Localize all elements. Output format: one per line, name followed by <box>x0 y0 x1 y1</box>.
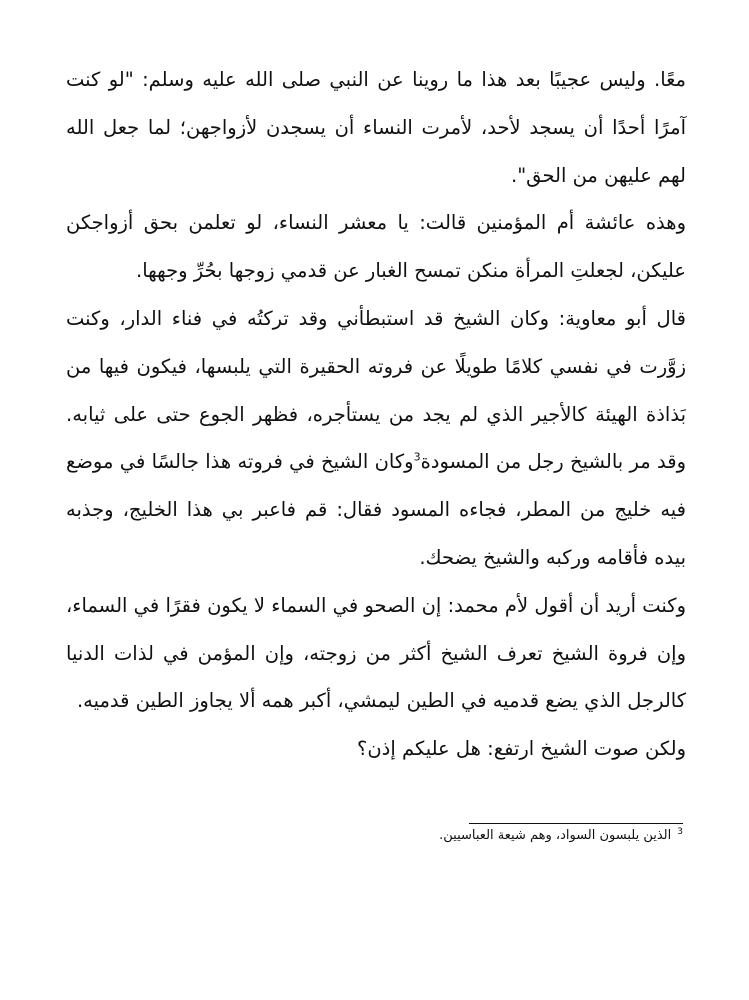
paragraph-aisha: وهذه عائشة أم المؤمنين قالت: يا معشر النساء، لو تعلمن بحق أزواجكن عليكن، لجعلتِ المرأة منكن تمسح الغبار عن قدمي زوجها بحُرِّ وجهها. <box>66 211 686 283</box>
paragraph-umm-muhammad: وكنت أريد أن أقول لأم محمد: إن الصحو في السماء لا يكون فقرًا في السماء، وإن فروة الشيخ تعرف الشيخ أكثر من زوجته، وإن المؤمن في لذات الدنيا كالرجل الذي يضع قدميه في الطين ليمشي، أكبر همه ألا يجاوز الطين قدميه. <box>66 593 686 713</box>
footnote-separator <box>469 823 683 824</box>
footnote-number: 3 <box>677 826 683 837</box>
body-text <box>66 56 686 773</box>
paragraph-sheikh-voice: ولكن صوت الشيخ ارتفع: هل عليكم إذن؟ <box>357 737 686 761</box>
paragraph-abu-muawiya <box>66 295 686 582</box>
footnote <box>300 826 683 846</box>
footnote-reference: 3 <box>413 450 421 464</box>
footnote-text: الذين يلبسون السواد، وهم شيعة العباسيين. <box>439 828 672 843</box>
paragraph-abu-muawiya-part1: قال أبو معاوية: وكان الشيخ قد استبطأني وقد تركتُه في فناء الدار، وكنت زوَّرت في نفسي كلامًا طويلًا عن فروته الحقيرة التي يلبسها، فيكون فيها من بَذاذة الهيئة كالأجير الذي لم يجد من يستأجره، فظهر الجوع حتى على ثيابه. وقد مر بالشيخ رجل من المسودة <box>66 306 686 474</box>
paragraph-prophet-hadith: معًا. وليس عجيبًا بعد هذا ما روينا عن النبي صلى الله عليه وسلم: "لو كنت آمرًا أحدًا أن يسجد لأحد، لأمرت النساء أن يسجدن لأزواجهن؛ لما جعل الله لهم عليهن من الحق". <box>66 68 686 187</box>
paragraph-abu-muawiya-part2: وكان الشيخ في فروته هذا جالسًا في موضع فيه خليج من المطر، فجاءه المسود فقال: قم فاعبر بي هذا الخليج، وجذبه بيده فأقامه وركبه والشيخ يضحك. <box>66 450 686 569</box>
